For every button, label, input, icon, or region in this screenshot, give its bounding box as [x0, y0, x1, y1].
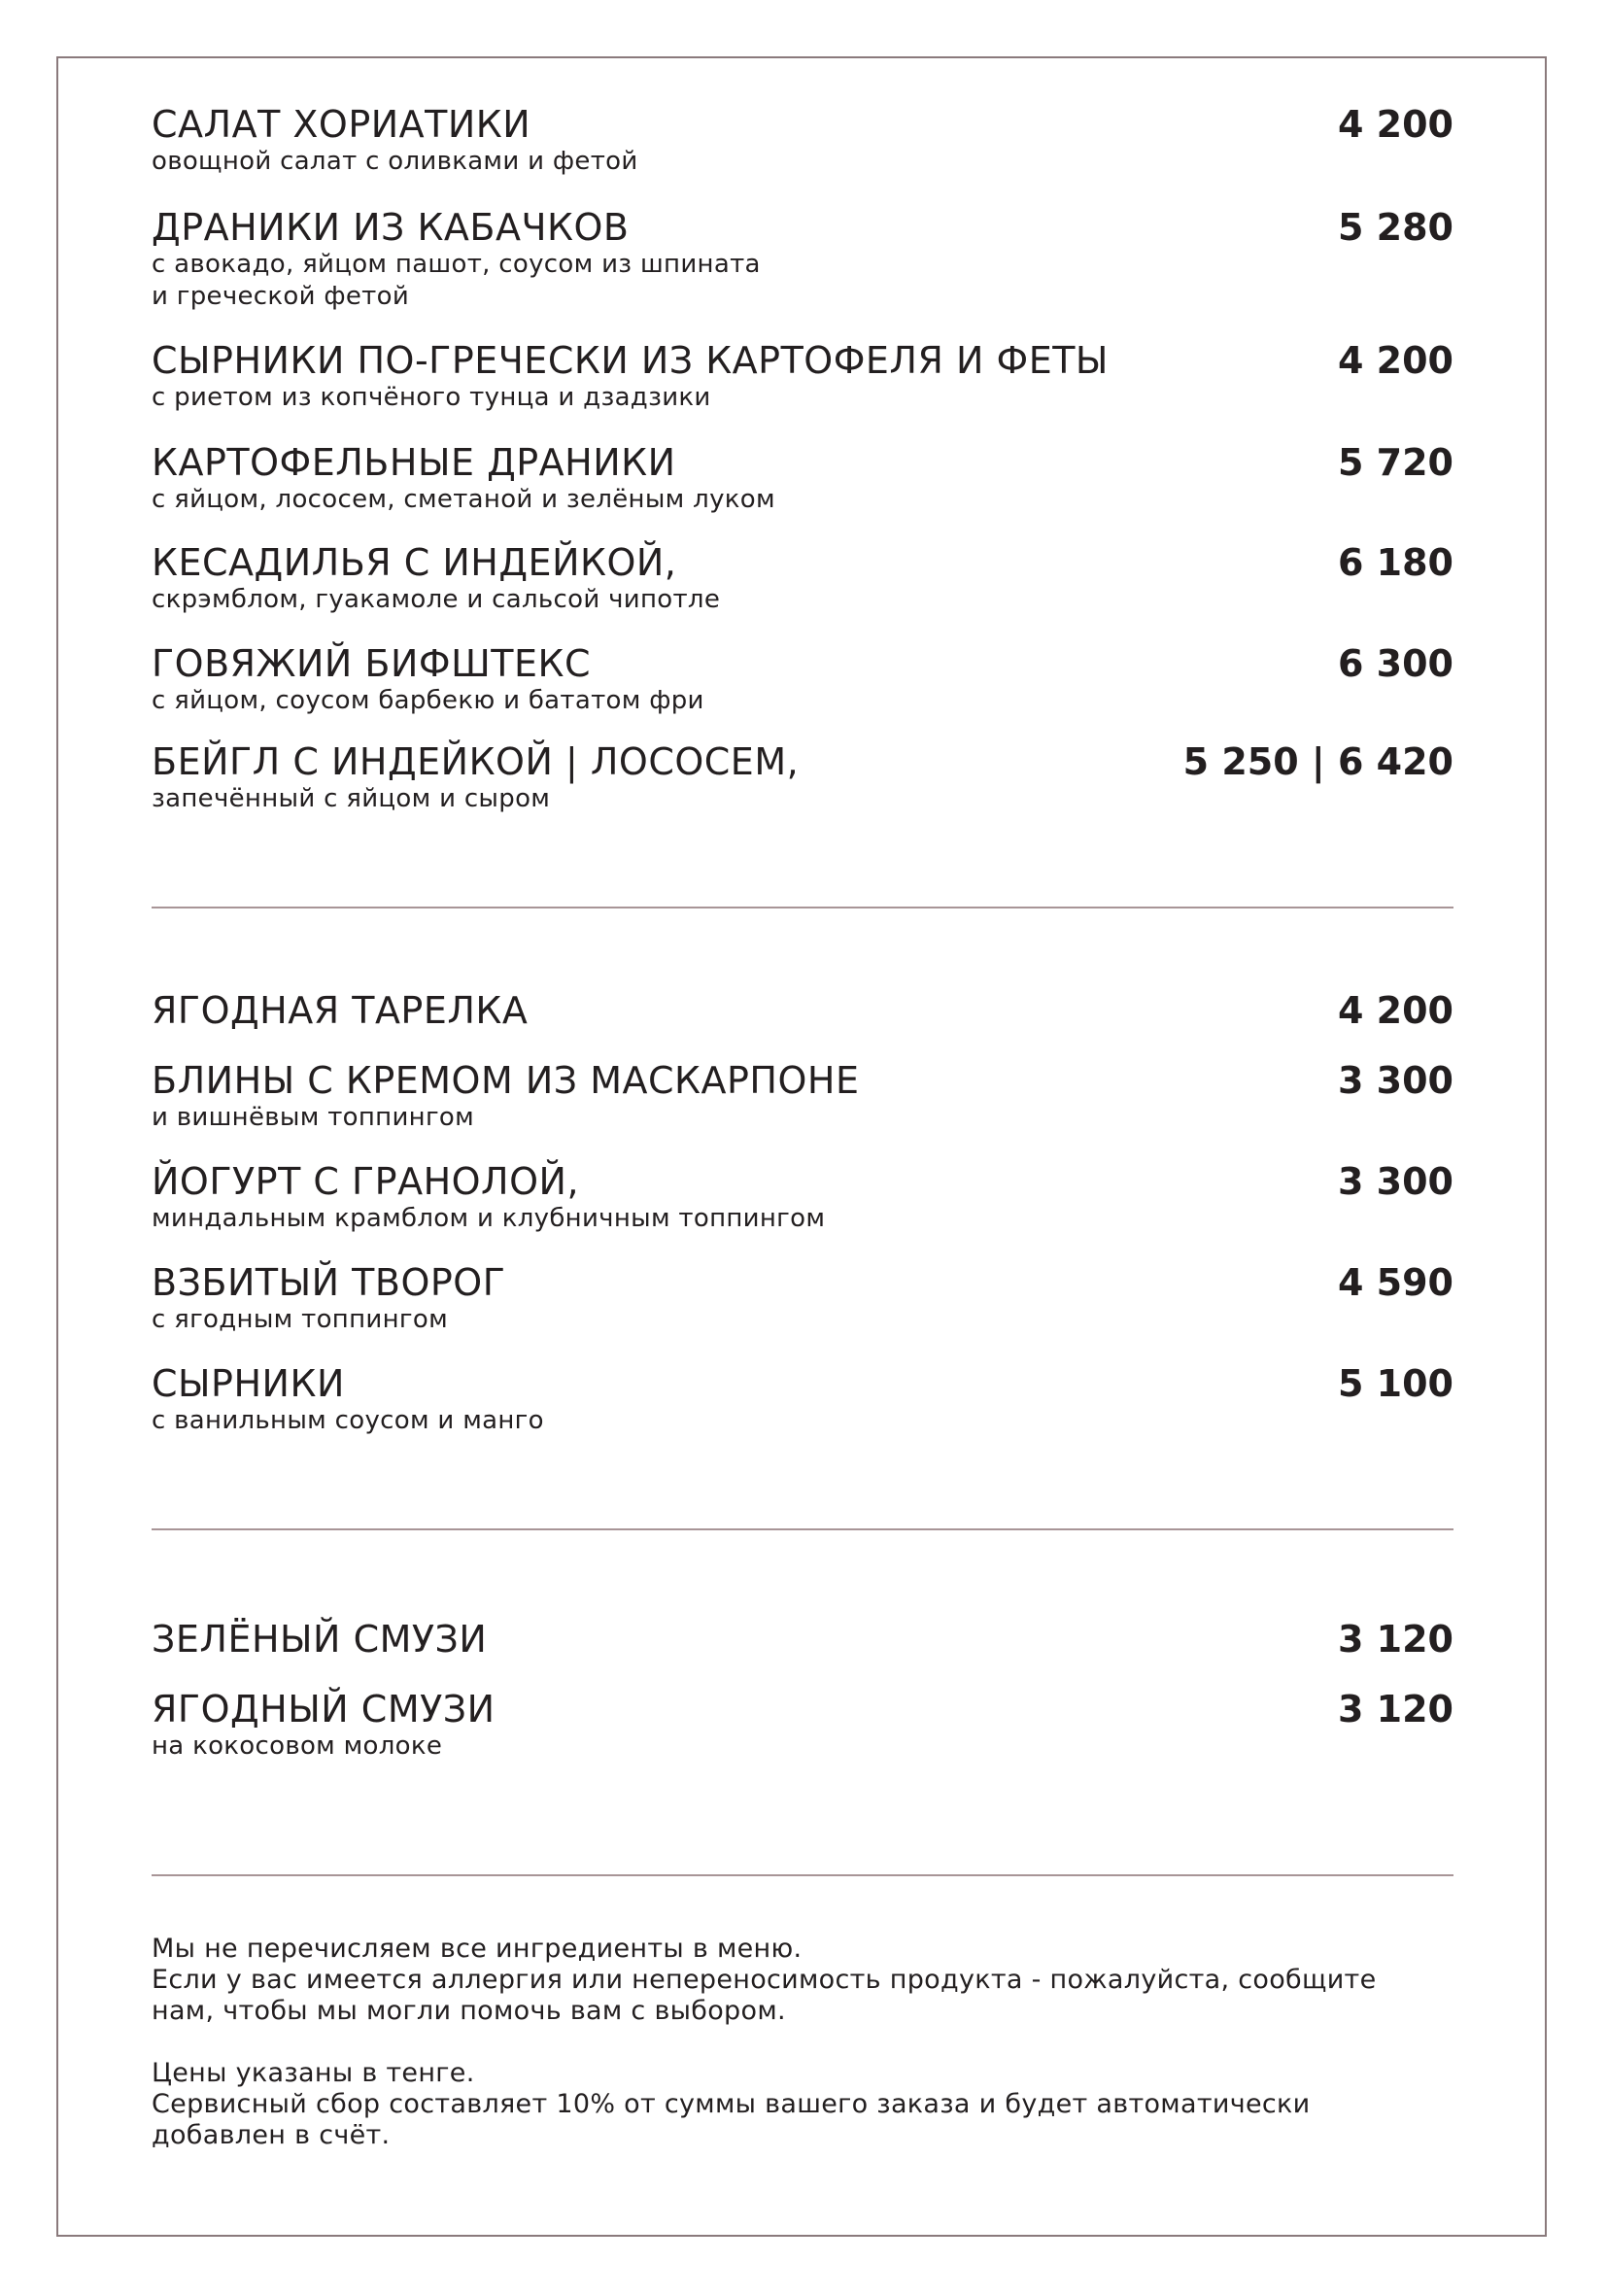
- item-name: ЙОГУРТ С ГРАНОЛОЙ,: [152, 1160, 580, 1203]
- item-description: [152, 584, 1453, 616]
- item-name: ВЗБИТЫЙ ТВОРОГ: [152, 1261, 506, 1304]
- item-description: [152, 382, 1453, 414]
- menu-item: [152, 1688, 1453, 1763]
- item-description-line: на кокосовом молоке: [152, 1731, 443, 1761]
- item-name: СЫРНИКИ: [152, 1362, 345, 1405]
- menu-item: [152, 206, 1453, 313]
- item-name: ГОВЯЖИЙ БИФШТЕКС: [152, 642, 591, 685]
- footer-line: [152, 2027, 1453, 2058]
- section-divider: [152, 1528, 1453, 1530]
- menu-item: [152, 1261, 1453, 1336]
- menu-item: [152, 740, 1453, 815]
- item-description: [152, 146, 1453, 178]
- item-price: 3 120: [1338, 1688, 1453, 1731]
- item-price: 5 250 | 6 420: [1182, 740, 1453, 783]
- item-price: 5 720: [1338, 441, 1453, 484]
- item-price: 5 280: [1338, 206, 1453, 249]
- item-name: БЕЙГЛ С ИНДЕЙКОЙ | ЛОСОСЕМ,: [152, 740, 800, 783]
- menu-item: [152, 1618, 1453, 1661]
- item-description-line: с ванильным соусом и манго: [152, 1406, 544, 1435]
- item-description-line: с яйцом, соусом барбекю и бататом фри: [152, 686, 704, 715]
- menu-item: [152, 1362, 1453, 1437]
- item-description-line: скрэмблом, гуакамоле и сальсой чипотле: [152, 585, 721, 614]
- item-price: 4 200: [1338, 339, 1453, 382]
- footer-line: нам, чтобы мы могли помочь вам с выбором.: [152, 1996, 786, 2026]
- item-description-line: овощной салат с оливками и фетой: [152, 147, 638, 176]
- item-name: КЕСАДИЛЬЯ С ИНДЕЙКОЙ,: [152, 541, 677, 584]
- item-description: [152, 685, 1453, 717]
- footer-line: Сервисный сбор составляет 10% от суммы вашего заказа и будет автоматически: [152, 2089, 1311, 2119]
- footer-line: Если у вас имеется аллергия или непереносимость продукта - пожалуйста, сообщите: [152, 1965, 1377, 1995]
- item-description-line: с ягодным топпингом: [152, 1305, 448, 1334]
- footer-line: Мы не перечисляем все ингредиенты в меню.: [152, 1934, 803, 1964]
- menu-item: [152, 1160, 1453, 1235]
- footer-line: Цены указаны в тенге.: [152, 2058, 475, 2088]
- item-price: 3 300: [1338, 1059, 1453, 1102]
- item-name: ЯГОДНЫЙ СМУЗИ: [152, 1688, 496, 1731]
- menu-item: [152, 441, 1453, 516]
- item-price: 4 200: [1338, 989, 1453, 1032]
- item-description: [152, 249, 1453, 313]
- item-description: [152, 1731, 1453, 1763]
- menu-item: [152, 1059, 1453, 1134]
- menu-item: [152, 103, 1453, 178]
- item-price: 3 120: [1338, 1618, 1453, 1661]
- item-description: [152, 1102, 1453, 1134]
- item-price: 4 590: [1338, 1261, 1453, 1304]
- item-price: 4 200: [1338, 103, 1453, 146]
- menu-item: [152, 989, 1453, 1032]
- menu-item: [152, 642, 1453, 717]
- item-description-line: и вишнёвым топпингом: [152, 1103, 475, 1132]
- item-description-line: миндальным крамблом и клубничным топпингом: [152, 1204, 826, 1233]
- item-description-line: с риетом из копчёного тунца и дзадзики: [152, 383, 711, 412]
- item-description-line: запечённый с яйцом и сыром: [152, 784, 551, 813]
- item-description-line: с яйцом, лососем, сметаной и зелёным луком: [152, 485, 775, 514]
- item-name: ЗЕЛЁНЫЙ СМУЗИ: [152, 1618, 488, 1661]
- item-name: ДРАНИКИ ИЗ КАБАЧКОВ: [152, 206, 630, 249]
- item-name: СЫРНИКИ ПО-ГРЕЧЕСКИ ИЗ КАРТОФЕЛЯ И ФЕТЫ: [152, 339, 1109, 382]
- menu-item: [152, 541, 1453, 616]
- menu-item: [152, 339, 1453, 414]
- section-divider: [152, 907, 1453, 908]
- item-description: [152, 1203, 1453, 1235]
- item-description: [152, 783, 1453, 815]
- item-description-line: с авокадо, яйцом пашот, соусом из шпината: [152, 250, 761, 279]
- item-price: 5 100: [1338, 1362, 1453, 1405]
- item-name: БЛИНЫ С КРЕМОМ ИЗ МАСКАРПОНЕ: [152, 1059, 860, 1102]
- item-price: 6 180: [1338, 541, 1453, 584]
- footer-notes: [152, 1934, 1453, 2151]
- item-description: [152, 1304, 1453, 1336]
- item-name: КАРТОФЕЛЬНЫЕ ДРАНИКИ: [152, 441, 676, 484]
- item-name: ЯГОДНАЯ ТАРЕЛКА: [152, 989, 529, 1032]
- section-divider: [152, 1874, 1453, 1876]
- footer-line: добавлен в счёт.: [152, 2120, 391, 2150]
- item-price: 6 300: [1338, 642, 1453, 685]
- item-description: [152, 1405, 1453, 1437]
- item-name: САЛАТ ХОРИАТИКИ: [152, 103, 531, 146]
- item-price: 3 300: [1338, 1160, 1453, 1203]
- item-description: [152, 484, 1453, 516]
- item-description-line: и греческой фетой: [152, 282, 410, 311]
